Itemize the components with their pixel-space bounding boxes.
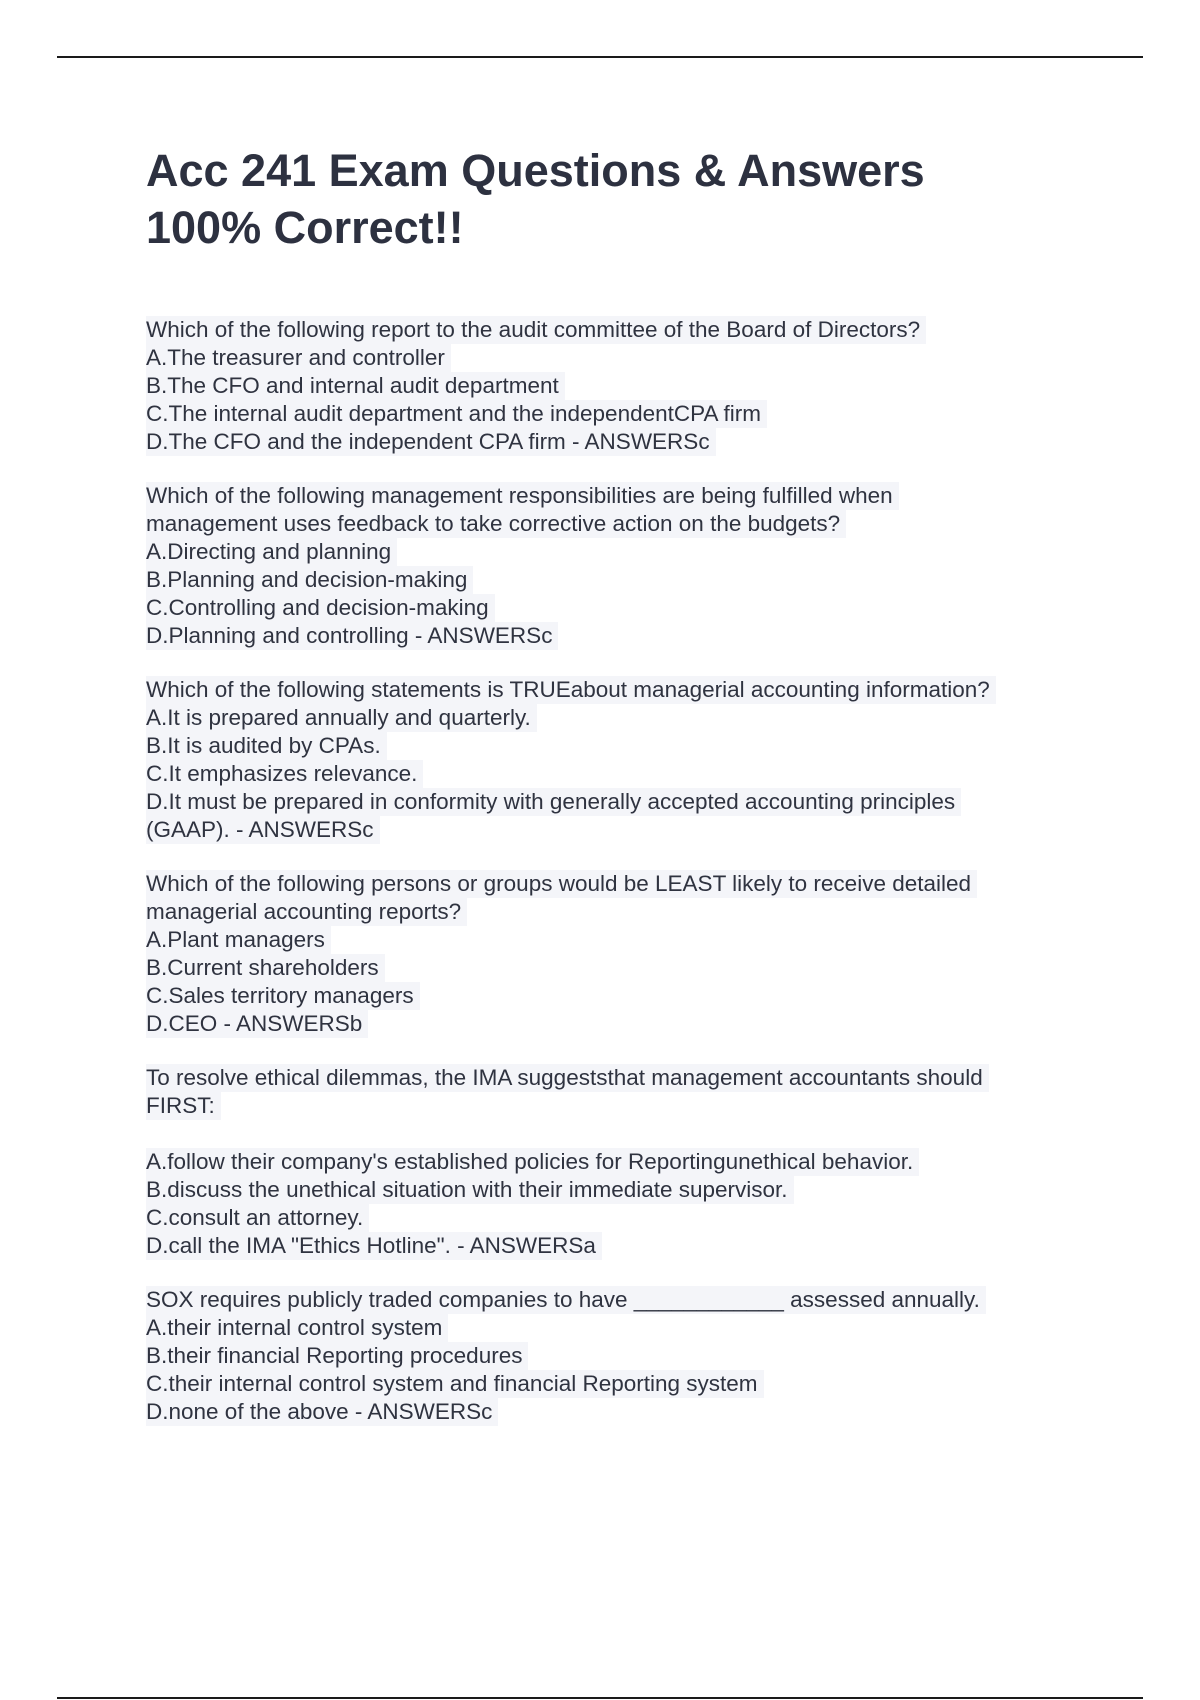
- document-body: [146, 142, 1106, 1452]
- question-line: D.CEO - ANSWERSb: [146, 1010, 368, 1038]
- question-line: C.It emphasizes relevance.: [146, 760, 423, 788]
- question-line: D.The CFO and the independent CPA firm - ANSWERSc: [146, 428, 716, 456]
- question-line: management uses feedback to take corrective action on the budgets?: [146, 510, 846, 538]
- question-line: A.their internal control system: [146, 1314, 448, 1342]
- question-line: D.call the IMA "Ethics Hotline". - ANSWERSa: [146, 1232, 602, 1260]
- question-line: C.Controlling and decision-making: [146, 594, 495, 622]
- question-text-line: Which of the following management responsibilities are being fulfilled when: [146, 482, 899, 510]
- question-text-line: To resolve ethical dilemmas, the IMA suggeststhat management accountants should: [146, 1064, 989, 1092]
- question-block: [146, 676, 1106, 844]
- question-line: B.The CFO and internal audit department: [146, 372, 565, 400]
- bottom-rule: [57, 1697, 1143, 1699]
- question-block: [146, 482, 1106, 650]
- question-list: [146, 316, 1106, 1426]
- question-line: managerial accounting reports?: [146, 898, 467, 926]
- question-line: B.their financial Reporting procedures: [146, 1342, 528, 1370]
- question-text-line: Which of the following persons or groups would be LEAST likely to receive detailed: [146, 870, 977, 898]
- question-line: C.The internal audit department and the independentCPA firm: [146, 400, 767, 428]
- question-line: FIRST:: [146, 1092, 221, 1120]
- question-line: B.It is audited by CPAs.: [146, 732, 387, 760]
- question-line: A.It is prepared annually and quarterly.: [146, 704, 537, 732]
- question-line: B.Current shareholders: [146, 954, 385, 982]
- top-rule: [57, 56, 1143, 58]
- question-line: B.discuss the unethical situation with their immediate supervisor.: [146, 1176, 794, 1204]
- question-line: C.Sales territory managers: [146, 982, 420, 1010]
- question-line: B.Planning and decision-making: [146, 566, 473, 594]
- question-line: (GAAP). - ANSWERSc: [146, 816, 380, 844]
- question-block: [146, 1286, 1106, 1426]
- question-line: A.follow their company's established policies for Reportingunethical behavior.: [146, 1148, 919, 1176]
- question-block: [146, 1064, 1106, 1260]
- question-line: D.It must be prepared in conformity with generally accepted accounting principles: [146, 788, 961, 816]
- question-block: [146, 316, 1106, 456]
- question-line: C.their internal control system and financial Reporting system: [146, 1370, 764, 1398]
- question-line: D.Planning and controlling - ANSWERSc: [146, 622, 558, 650]
- question-line: A.Directing and planning: [146, 538, 397, 566]
- question-line: C.consult an attorney.: [146, 1204, 369, 1232]
- document-title: Acc 241 Exam Questions & Answers 100% Correct!!: [146, 145, 925, 253]
- question-line: [146, 1120, 152, 1148]
- question-text-line: Which of the following statements is TRUEabout managerial accounting information?: [146, 676, 996, 704]
- question-line: A.Plant managers: [146, 926, 331, 954]
- question-text-line: SOX requires publicly traded companies to have ____________ assessed annually.: [146, 1286, 986, 1314]
- question-block: [146, 870, 1106, 1038]
- question-line: D.none of the above - ANSWERSc: [146, 1398, 498, 1426]
- question-line: A.The treasurer and controller: [146, 344, 451, 372]
- question-text-line: Which of the following report to the audit committee of the Board of Directors?: [146, 316, 926, 344]
